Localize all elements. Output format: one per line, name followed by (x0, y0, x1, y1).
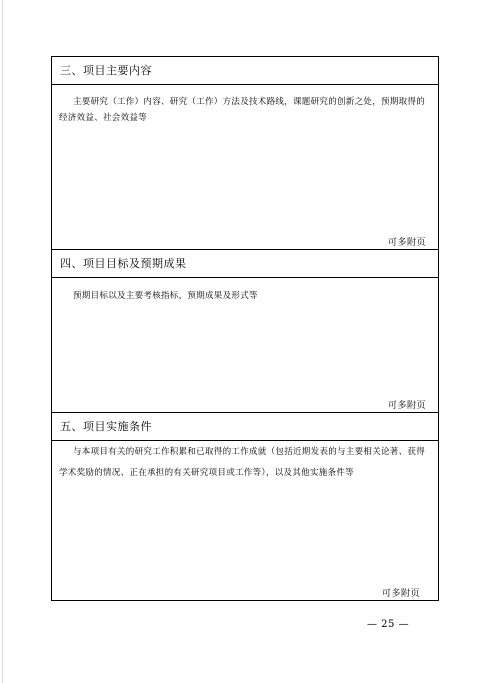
page-edge (2, 0, 3, 683)
section-body-main-content[interactable] (52, 85, 438, 250)
section-instruction-main-content: 主要研究（工作）内容、研究（工作）方法及技术路线，课题研究的创新之处，预期取得的经济效益、社会效益等 (59, 97, 426, 123)
section-body-goals[interactable] (52, 278, 438, 413)
section-header-goals: 四、项目目标及预期成果 (52, 250, 438, 278)
section-header-main-content: 三、项目主要内容 (52, 57, 438, 85)
page-number: — 25 — (367, 619, 410, 630)
attach-more-pages-note: 可多附页 (387, 238, 426, 248)
attach-more-pages-note: 可多附页 (387, 401, 426, 411)
section-instruction-conditions: 与本项目有关的研究工作积累和已取得的工作成就（包括近期发表的与主要相关论著、获得学术奖励的情况、正在承担的有关研究项目或工作等），以及其他实施条件等 (59, 447, 426, 478)
application-form-table (51, 56, 439, 601)
section-instruction-goals: 预期目标以及主要考核指标，预期成果及形式等 (73, 291, 258, 301)
attach-more-pages-note: 可多附页 (381, 589, 420, 599)
section-header-conditions: 五、项目实施条件 (52, 413, 438, 441)
section-body-conditions[interactable] (52, 441, 438, 600)
